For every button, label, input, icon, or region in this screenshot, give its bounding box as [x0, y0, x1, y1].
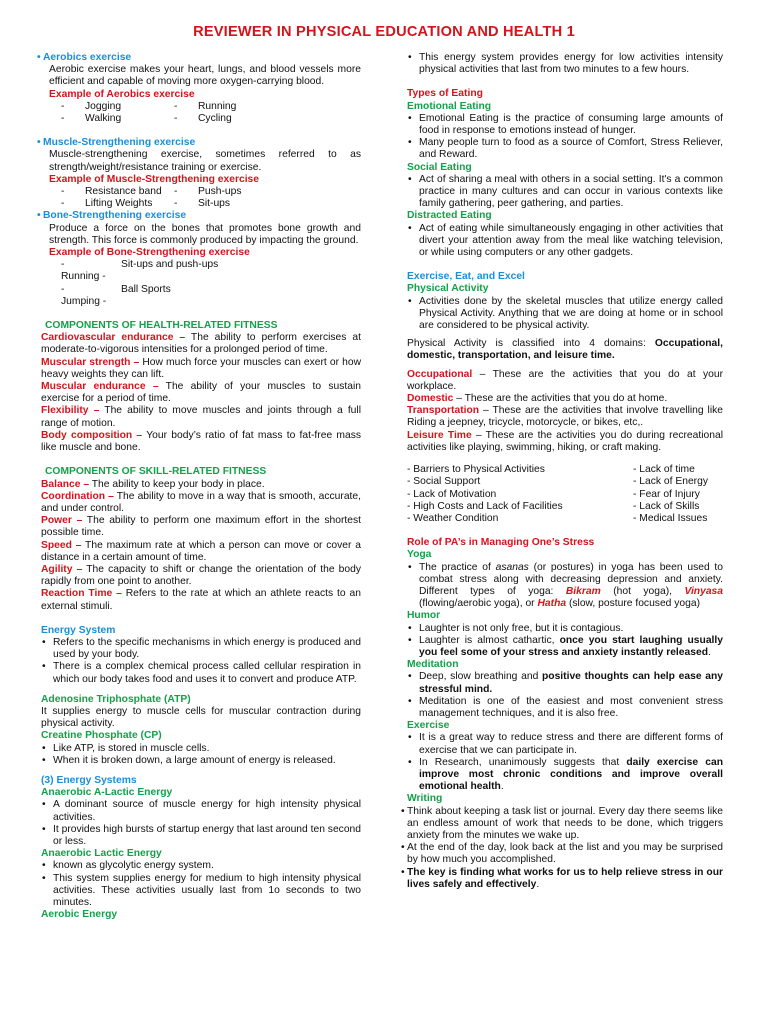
- list-item: • The practice of asanas (or postures) in yoga has been used to combat stress along with decreasing depression and anxiety. Different types of yoga: Bikram (hot yoga), Vinyasa (flowing/aerobic yoga), or Hatha (slow, posture focused yoga): [407, 562, 723, 611]
- list-item: • Act of eating while simultaneously engaging in other activities that divert your attention away from the meal like watching television, or while using computers or any other gadgets.: [407, 223, 723, 260]
- list-item: • Laughter is almost cathartic, once you start laughing usually you feel some of your stress and anxiety instantly released.: [407, 635, 723, 659]
- domain-item: Transportation – These are the activities that involve travelling like Riding a jeepney, tricycle, motorcycle, or bikes, etc,.: [407, 405, 723, 429]
- fitness-item: Cardiovascular endurance – The ability to perform exercises at moderate-to-vigorous intensities for a prolonged period of time.: [41, 332, 361, 356]
- distracted-eating-list: [407, 223, 723, 260]
- list-item: • Act of sharing a meal with others in a social setting. It's a common practice in many cultures and can occur in various contexts like family gathering, peer gathering, and parties.: [407, 174, 723, 211]
- list-item: • A dominant source of muscle energy for high intensity physical activities.: [41, 799, 361, 823]
- list-item: • Deep, slow breathing and positive thoughts can help ease any stressful mind.: [407, 671, 723, 695]
- lactic-list: [41, 860, 361, 909]
- list-item: - Lack of Energy: [633, 476, 708, 488]
- fitness-item: Flexibility – The ability to move muscles and joints through a full range of motion.: [41, 405, 361, 429]
- skill-fitness-heading: COMPONENTS OF SKILL-RELATED FITNESS: [45, 466, 267, 478]
- example-row: - Lifting Weights - Sit-ups: [61, 198, 361, 210]
- energy-system-list: [41, 637, 361, 686]
- list-item: • Laughter is not only free, but it is contagious.: [407, 623, 723, 635]
- bone-desc: Produce a force on the bones that promotes bone growth and strength. This force is commonly produced by impacting the ground.: [49, 222, 361, 246]
- aerobics-desc: Aerobic exercise makes your heart, lungs, and blood vessels more efficient and capable of moving more oxygen-carrying blood.: [49, 64, 361, 88]
- list-item: - Social Support: [407, 476, 481, 488]
- list-item: - Barriers to Physical Activities: [407, 464, 545, 476]
- aerobic-energy-heading: Aerobic Energy: [41, 909, 118, 921]
- muscle-heading: • Muscle-Strengthening exercise: [37, 137, 361, 149]
- fitness-item: Body composition – Your body’s ratio of fat mass to fat-free mass like muscle and bone.: [41, 429, 362, 454]
- domain-item: Domestic – These are the activities that you do at home.: [407, 393, 668, 405]
- list-item: • Emotional Eating is the practice of consuming large amounts of food in response to emotions instead of hunger.: [407, 113, 723, 137]
- fitness-item: Power – The ability to perform one maximum effort in the shortest possible time.: [41, 515, 361, 539]
- yoga-list: [407, 562, 723, 611]
- list-item: • It provides high bursts of startup energy that last around ten second or less.: [41, 824, 361, 848]
- fitness-item: Speed – The maximum rate at which a person can move or cover a distance in a certain amount of time.: [41, 539, 361, 563]
- social-eating-list: [407, 174, 723, 211]
- physical-activity-heading: Physical Activity: [407, 283, 489, 295]
- aerobics-examples: [41, 101, 361, 125]
- exercise-heading: Exercise, Eat, and Excel: [407, 271, 525, 283]
- barriers-right: [633, 464, 708, 525]
- health-fitness-heading: COMPONENTS OF HEALTH-RELATED FITNESS: [45, 320, 278, 332]
- barriers-list: [407, 464, 723, 525]
- list-item: - Fear of Injury: [633, 488, 700, 500]
- list-item: • Many people turn to food as a source of Comfort, Stress Reliever, and Reward.: [407, 137, 723, 161]
- fitness-item: Muscular endurance – The ability of your muscles to sustain exercise for a period of time.: [41, 381, 361, 405]
- pa-classified: Physical Activity is classified into 4 domains: Occupational, domestic, transportation, and leisure time.: [407, 338, 723, 362]
- list-item: - Lack of Motivation: [407, 488, 497, 500]
- atp-heading: Adenosine Triphosphate (ATP): [41, 693, 191, 705]
- muscle-desc: Muscle-strengthening exercise, sometimes referred to as strength/weight/resistance training or exercise.: [49, 149, 361, 173]
- atp-desc: It supplies energy to muscle cells for muscular contraction during physical activity.: [41, 705, 361, 730]
- alactic-list: [41, 799, 361, 848]
- fitness-item: Coordination – The ability to move in a way that is smooth, accurate, and under control.: [41, 490, 362, 514]
- fitness-item: Reaction Time – Refers to the rate at which an athlete reacts to an external stimuli.: [41, 588, 361, 612]
- writing-list: [401, 806, 723, 891]
- list-item: - Medical Issues: [633, 512, 708, 524]
- eating-heading: Types of Eating: [407, 88, 483, 100]
- list-item: • Meditation is one of the easiest and most convenient stress management techniques, and it is also free.: [407, 696, 723, 720]
- list-item: • At the end of the day, look back at the list and you may be surprised by how much you accomplished.: [401, 842, 723, 866]
- example-row: - Jogging - Running: [61, 101, 361, 113]
- alactic-heading: Anaerobic A-Lactic Energy: [41, 787, 173, 799]
- list-item: • Refers to the specific mechanisms in which energy is produced and used by your body.: [41, 637, 361, 661]
- exercise-stress-list: [407, 732, 723, 793]
- example-row: - Walking - Cycling: [61, 113, 361, 125]
- list-item: • This system supplies energy for medium to high intensity physical activities. These activities usually last from 1o seconds to two minutes.: [41, 873, 361, 910]
- list-item: - Weather Condition: [407, 512, 499, 524]
- list-item: • Activities done by the skeletal muscles that utilize energy called Physical Activity. Anything that we are doing at home or in school are considered to be physical activity.: [407, 296, 723, 333]
- three-energy-systems-heading: (3) Energy Systems: [41, 774, 137, 786]
- distracted-eating-heading: Distracted Eating: [407, 210, 492, 222]
- right-column: [407, 52, 723, 891]
- health-fitness-list: [41, 332, 361, 454]
- domain-item: Occupational – These are the activities that you do at your workplace.: [407, 368, 723, 392]
- example-row: - Jumping - Ball Sports: [61, 284, 361, 308]
- skill-fitness-list: [41, 479, 361, 613]
- bone-example-heading: Example of Bone-Strengthening exercise: [49, 247, 250, 259]
- meditation-list: [407, 671, 723, 720]
- list-item: • In Research, unanimously suggests that daily exercise can improve most chronic conditions and improve overall emotional health.: [407, 757, 723, 794]
- aerobics-example-heading: Example of Aerobics exercise: [49, 88, 195, 100]
- list-item: • The key is finding what works for us to help relieve stress in our lives safely and effectively.: [401, 867, 723, 891]
- muscle-example-heading: Example of Muscle-Strengthening exercise: [49, 173, 260, 185]
- cp-heading: Creatine Phosphate (CP): [41, 730, 162, 742]
- writing-heading: Writing: [407, 793, 443, 805]
- physical-activity-list: [407, 296, 723, 333]
- energy-system-heading: Energy System: [41, 624, 116, 636]
- list-item: - Lack of Skills: [633, 500, 700, 512]
- emotional-eating-list: [407, 113, 723, 162]
- social-eating-heading: Social Eating: [407, 161, 472, 173]
- page-title: REVIEWER IN PHYSICAL EDUCATION AND HEALTH 1: [193, 24, 575, 40]
- fitness-item: Balance – The ability to keep your body in place.: [41, 478, 265, 490]
- list-item: • There is a complex chemical process called cellular respiration in which our body takes food and uses it to convert and produce ATP.: [41, 661, 361, 685]
- example-row: - Resistance band - Push-ups: [61, 186, 361, 198]
- list-item: • known as glycolytic energy system.: [41, 860, 361, 872]
- list-item: • When it is broken down, a large amount of energy is released.: [41, 755, 361, 767]
- fitness-item: Agility – The capacity to shift or change the orientation of the body rapidly from one point to another.: [41, 563, 361, 588]
- example-row: - Running - Sit-ups and push-ups: [61, 259, 361, 283]
- list-item: • Like ATP, is stored in muscle cells.: [41, 743, 361, 755]
- yoga-heading: Yoga: [407, 549, 432, 561]
- humor-list: [407, 623, 723, 660]
- emotional-eating-heading: Emotional Eating: [407, 100, 492, 112]
- domain-list: [407, 369, 723, 454]
- lactic-heading: Anaerobic Lactic Energy: [41, 848, 162, 860]
- aerobics-heading: • Aerobics exercise: [37, 52, 361, 64]
- cp-list: [41, 743, 361, 767]
- list-item: • This energy system provides energy for low activities intensity physical activities that last from two minutes to a few hours.: [407, 52, 723, 76]
- exercise-stress-heading: Exercise: [407, 720, 450, 732]
- stress-heading: Role of PA’s in Managing One’s Stress: [407, 537, 595, 549]
- bone-examples: [41, 259, 361, 308]
- list-item: • Think about keeping a task list or journal. Every day there seems like an endless amount of work that needs to be done, which triggers anxiety from the minutes we wake up.: [401, 806, 723, 843]
- aerobic-energy-list: [407, 52, 723, 76]
- meditation-heading: Meditation: [407, 659, 459, 671]
- list-item: • It is a great way to reduce stress and there are different forms of exercise that we can participate in.: [407, 732, 723, 756]
- muscle-examples: [41, 186, 361, 210]
- list-item: - High Costs and Lack of Facilities: [407, 500, 563, 512]
- list-item: - Lack of time: [633, 464, 695, 476]
- domain-item: Leisure Time – These are the activities you do during recreational activities like playing, swimming, hiking, or craft making.: [407, 429, 723, 453]
- humor-heading: Humor: [407, 610, 441, 622]
- left-column: [41, 52, 361, 921]
- fitness-item: Muscular strength – How much force your muscles can exert or how heavy weights they can lift.: [41, 356, 361, 380]
- barriers-left: [407, 464, 633, 525]
- bone-heading: • Bone-Strengthening exercise: [37, 210, 361, 222]
